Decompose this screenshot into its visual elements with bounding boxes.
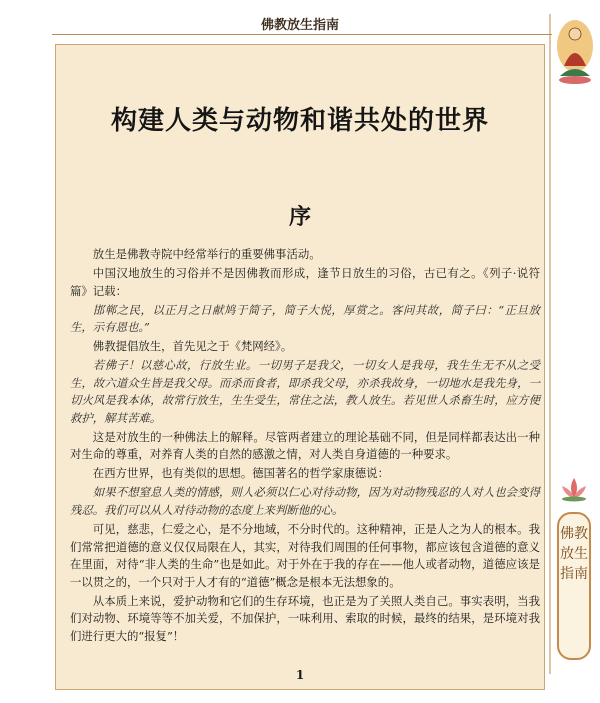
body-text bbox=[70, 246, 540, 647]
vertical-label: 佛教放生指南 bbox=[560, 526, 588, 582]
paragraph: 从本质上来说，爱护动物和它们的生存环境，也正是为了关照人类自己。事实表明，当我们对动物、环境等等不加关爱，不加保护，一味利用、索取的时候，最终的结果，是环境对我们进行更大的“报复”！ bbox=[70, 593, 540, 643]
vertical-book-label bbox=[557, 512, 591, 660]
paragraph: 中国汉地放生的习俗并不是因佛教而形成，逢节日放生的习俗，古已有之。《列子·说符篇》记载： bbox=[70, 265, 540, 298]
page-header bbox=[0, 0, 600, 44]
paragraph: 佛教提倡放生，首先见之于《梵网经》。 bbox=[92, 339, 293, 354]
header-rule bbox=[52, 34, 552, 35]
running-header-title: 佛教放生指南 bbox=[260, 18, 339, 33]
quote-paragraph: 如果不想窒息人类的情感，则人必须以仁心对待动物，因为对动物残忍的人对人也会变得残忍。我们可以从人对待动物的态度上来判断他的心。 bbox=[70, 485, 540, 518]
quote-paragraph: 若佛子！以慈心故，行放生业。一切男子是我父，一切女人是我母，我生生无不从之受生，故六道众生皆是我父母。而杀而食者，即杀我父母，亦杀我故身，一切地水是我先身，一切火风是我本体，故常行放生，生生受生，常住之法，教人放生。若见世人杀畜生时，应方便救护，解其苦难。 bbox=[70, 358, 540, 425]
quote-paragraph: 邯郸之民，以正月之日献鸠于简子，简子大悦，厚赏之。客问其故，简子曰：“正旦放生，示有恩也。” bbox=[70, 302, 540, 335]
page-number: 1 bbox=[295, 668, 305, 682]
vertical-label-text bbox=[559, 524, 589, 584]
bodhisattva-icon bbox=[554, 16, 596, 86]
lotus-icon bbox=[558, 476, 590, 502]
section-title: 序 bbox=[288, 204, 311, 230]
paragraph: 这是对放生的一种佛法上的解释。尽管两者建立的理论基础不同，但是同样都表达出一种对生命的尊重，对养育人类的自然的感激之情，对人类自身道德的一种要求。 bbox=[70, 429, 540, 462]
paragraph: 放生是佛教寺院中经常举行的重要佛事活动。 bbox=[92, 247, 321, 261]
paragraph: 可见，慈悲，仁爱之心，是不分地域，不分时代的。这种精神，正是人之为人的根本。我们常常把道德的意义仅仅局限在人，其实，对待我们周围的任何事物，都应该包含道德的意义在里面，对待“非人类的生命”也是如此。对于外在于我的存在——他人或者动物，道德应该是一以贯之的，一个只对于人才有的“道德”概念是根本无法想象的。 bbox=[70, 522, 540, 589]
paragraph: 在西方世界，也有类似的思想。德国著名的哲学家康德说： bbox=[92, 466, 389, 481]
chapter-title: 构建人类与动物和谐共处的世界 bbox=[110, 106, 489, 136]
